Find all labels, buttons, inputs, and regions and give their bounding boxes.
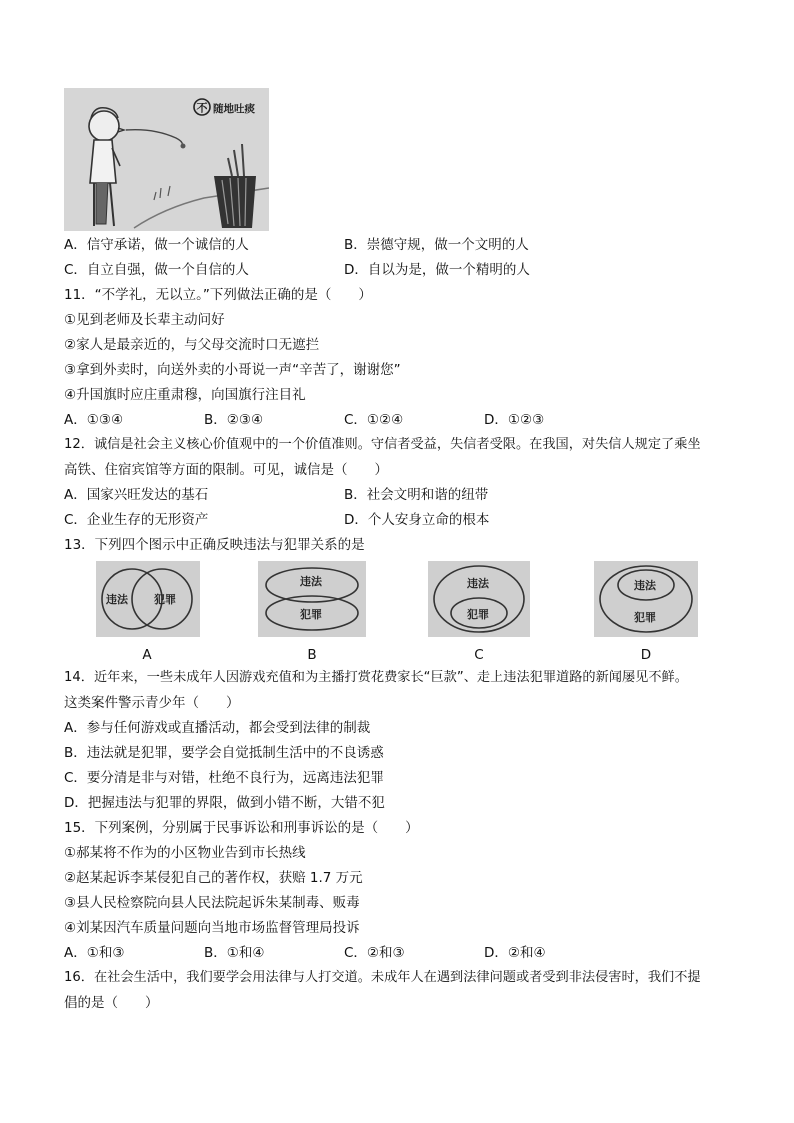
venn-c-word-2: 犯罪 <box>467 608 489 621</box>
q12-stem-line2: 高铁、住宿宾馆等方面的限制。可见，诚信是（ ） <box>64 462 388 478</box>
venn-d-word-1: 违法 <box>634 579 656 592</box>
q14-option-c: C．要分清是非与对错，杜绝不良行为，远离违法犯罪 <box>64 770 384 786</box>
q10-option-b: B．崇德守规，做一个文明的人 <box>344 237 529 253</box>
sign-badge: 不 <box>196 101 208 115</box>
q12-option-d: D．个人安身立命的根本 <box>344 512 490 528</box>
q14-stem-line1: 14．近年来，一些未成年人因游戏充值和为主播打赏花费家长“巨款”、走上违法犯罪道路的新闻屡见不鲜。 <box>64 670 688 685</box>
venn-label-a: A <box>142 647 152 663</box>
venn-a-word-1: 违法 <box>106 593 128 606</box>
q15-item-2: ②赵某起诉李某侵犯自己的著作权，获赔 1.7 万元 <box>64 870 363 886</box>
q16-stem-line1: 16．在社会生活中，我们要学会用法律与人打交道。未成年人在遇到法律问题或者受到非法侵害时，我们不提 <box>64 970 701 985</box>
q11-item-1: ①见到老师及长辈主动问好 <box>64 312 225 328</box>
q11-option-d: D．①②③ <box>484 412 545 428</box>
venn-diagram-d <box>594 561 698 637</box>
q15-item-4: ④刘某因汽车质量问题向当地市场监督管理局投诉 <box>64 920 360 936</box>
q12-option-b: B．社会文明和谐的纽带 <box>344 487 489 503</box>
venn-b-word-2: 犯罪 <box>300 608 322 621</box>
q11-option-a: A．①③④ <box>64 412 124 428</box>
venn-diagram-b <box>258 561 366 637</box>
venn-a-word-2: 犯罪 <box>154 593 176 606</box>
q10-option-a: A．信守承诺，做一个诚信的人 <box>64 237 249 253</box>
venn-diagram-c <box>428 561 530 637</box>
q15-option-b: B．①和④ <box>204 945 265 961</box>
q14-option-b: B．违法就是犯罪，要学会自觉抵制生活中的不良诱惑 <box>64 745 384 761</box>
q11-stem: 11．“不学礼，无以立。”下列做法正确的是（ ） <box>64 287 372 303</box>
q12-option-a: A．国家兴旺发达的基石 <box>64 487 209 503</box>
q15-stem: 15．下列案例，分别属于民事诉讼和刑事诉讼的是（ ） <box>64 820 419 836</box>
q15-item-1: ①郝某将不作为的小区物业告到市长热线 <box>64 845 306 861</box>
venn-label-d: D <box>640 647 652 663</box>
q11-option-c: C．①②④ <box>344 412 404 428</box>
q15-item-3: ③县人民检察院向县人民法院起诉朱某制毒、贩毒 <box>64 895 360 911</box>
q14-stem-line2: 这类案件警示青少年（ ） <box>64 695 240 711</box>
venn-c-word-1: 违法 <box>467 577 489 590</box>
q11-item-2: ②家人是最亲近的，与父母交流时口无遮拦 <box>64 337 320 353</box>
q15-option-d: D．②和④ <box>484 945 546 961</box>
q11-option-b: B．②③④ <box>204 412 264 428</box>
q10-option-d: D．自以为是，做一个精明的人 <box>344 262 530 278</box>
q16-stem-line2: 倡的是（ ） <box>64 995 159 1011</box>
q14-option-a: A．参与任何游戏或直播活动，都会受到法律的制裁 <box>64 720 371 736</box>
spitting-cartoon-image <box>64 88 269 231</box>
q12-option-c: C．企业生存的无形资产 <box>64 512 209 528</box>
venn-b-word-1: 违法 <box>300 575 322 588</box>
q12-stem-line1: 12．诚信是社会主义核心价值观中的一个价值准则。守信者受益，失信者受限。在我国，对失信人规定了乘坐 <box>64 437 701 452</box>
venn-d-word-2: 犯罪 <box>634 611 656 624</box>
q11-item-3: ③拿到外卖时，向送外卖的小哥说一声“辛苦了，谢谢您” <box>64 362 401 378</box>
q15-option-a: A．①和③ <box>64 945 125 961</box>
q11-item-4: ④升国旗时应庄重肃穆，向国旗行注目礼 <box>64 387 306 403</box>
q14-option-d: D．把握违法与犯罪的界限，做到小错不断，大错不犯 <box>64 795 385 811</box>
venn-label-b: B <box>307 647 317 663</box>
q13-stem: 13．下列四个图示中正确反映违法与犯罪关系的是 <box>64 537 365 553</box>
venn-label-c: C <box>474 647 484 663</box>
q10-option-c: C．自立自强，做一个自信的人 <box>64 262 249 278</box>
q15-option-c: C．②和③ <box>344 945 405 961</box>
sign-text: 随地吐痰 <box>213 103 255 115</box>
venn-diagram-a <box>96 561 200 637</box>
